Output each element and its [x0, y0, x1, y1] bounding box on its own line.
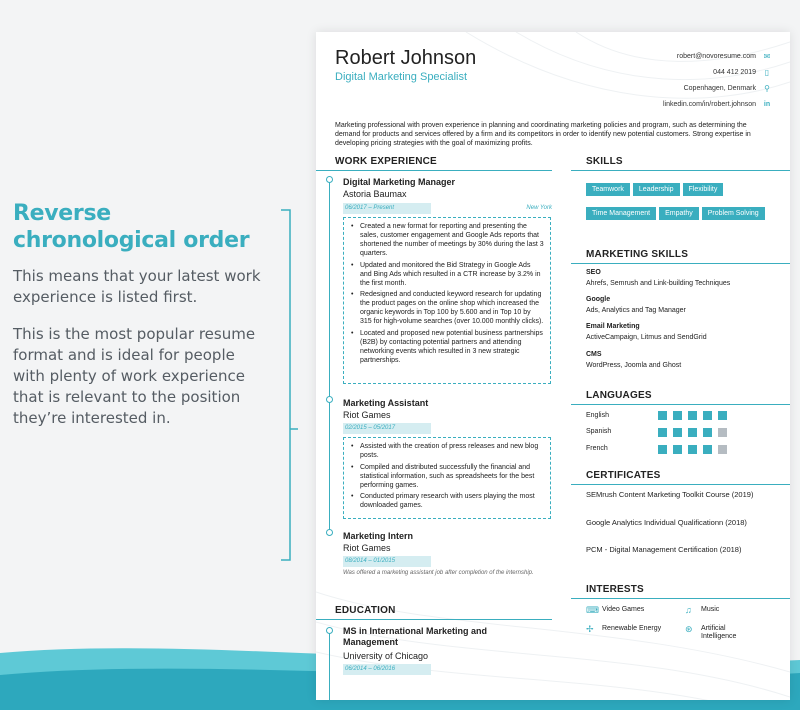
job-note: Was offered a marketing assistant job after completion of the internship.: [343, 570, 534, 576]
job-company: Riot Games: [343, 543, 391, 553]
wind-turbine-icon: ✢: [586, 624, 594, 634]
contact-location-text: Copenhagen, Denmark: [683, 85, 756, 92]
skills-tags: [586, 178, 776, 226]
skill-tag: Time Management: [586, 207, 656, 220]
language-level-square: [658, 411, 667, 420]
job-bullet: • Created a new format for reporting and presenting the sales, customer engagement and Google Ads reports that shortened the number of meetings by 30% during the last 3 quarters.: [350, 222, 544, 258]
location-icon: ⚲: [764, 84, 770, 93]
brain-icon: ⊛: [685, 624, 693, 634]
language-level-square: [718, 411, 727, 420]
language-level-square: [658, 428, 667, 437]
language-level-square: [688, 411, 697, 420]
language-level-square: [688, 445, 697, 454]
certificates-underline: [571, 484, 790, 485]
job-title: Marketing Intern: [343, 531, 414, 541]
job-bullet: • Located and proposed new potential business partnerships (B2B) by contacting potential partners and attending networking events which resulted in 3 new strategic partnerships.: [350, 329, 544, 365]
work-experience-title: WORK EXPERIENCE: [335, 156, 437, 167]
language-name: English: [586, 412, 609, 419]
mail-icon: ✉: [763, 52, 771, 61]
language-level-square: [673, 445, 682, 454]
contact-email-text: robert@novoresume.com: [676, 53, 756, 60]
certificates-title: CERTIFICATES: [586, 470, 661, 481]
skill-tag: Leadership: [633, 183, 680, 196]
language-level-square: [658, 445, 667, 454]
interest-label: Renewable Energy: [602, 625, 662, 632]
certificate-item: SEMrush Content Marketing Toolkit Course (2019): [586, 490, 754, 499]
job-bullets: [343, 437, 551, 519]
certificate-item: Google Analytics Individual Qualificationn (2018): [586, 518, 747, 527]
job-bullet: • Updated and monitored the Bid Strategy in Google Ads and Bing Ads which resulted in a CTR increase by 3.2% in the first month.: [350, 261, 544, 288]
explanation-paragraph-2: This is the most popular resume format and is ideal for people with plenty of work experience that is relevant to the position they’re interested in.: [13, 325, 256, 427]
job-date: 06/2017 – Present: [343, 203, 431, 214]
contact-linkedin: [663, 97, 772, 113]
music-icon: ♫: [685, 605, 692, 615]
skill-tag: Flexibility: [683, 183, 724, 196]
skills-underline: [571, 170, 790, 171]
job-bullet: • Conducted primary research with users playing the most downloaded games.: [350, 492, 544, 510]
marketing-skill-label: CMS: [586, 351, 602, 358]
skills-title: SKILLS: [586, 156, 623, 167]
contact-linkedin-text: linkedin.com/in/robert.johnson: [663, 101, 756, 108]
language-level-square: [688, 428, 697, 437]
language-name: Spanish: [586, 428, 612, 435]
education-degree: MS in International Marketing and Management: [343, 626, 488, 647]
job-title: Digital Marketing Manager: [343, 177, 456, 187]
interest-item: [586, 625, 661, 633]
language-level-square: [673, 411, 682, 420]
resume-role: Digital Marketing Specialist: [335, 71, 468, 83]
languages-underline: [571, 404, 790, 405]
timeline-dot: [326, 627, 333, 634]
linkedin-icon: in: [763, 101, 771, 108]
timeline-dot: [326, 396, 333, 403]
marketing-skill-label: Email Marketing: [586, 323, 640, 330]
explanation-paragraph-1: This means that your latest work experience is listed first.: [13, 267, 261, 306]
language-name: French: [586, 445, 608, 452]
job-date: 08/2014 – 01/2015: [343, 556, 431, 567]
language-level-square: [703, 411, 712, 420]
marketing-skills-underline: [571, 263, 790, 264]
explanation-title: Reverse chronological order: [13, 201, 250, 253]
certificate-item: PCM - Digital Management Certification (2018): [586, 545, 742, 554]
work-experience-underline: [316, 170, 552, 171]
interest-label: Video Games: [602, 606, 645, 613]
job-location: New York: [526, 205, 552, 211]
contact-phone-text: 044 412 2019: [713, 69, 756, 76]
gamepad-icon: ⌨: [586, 605, 599, 615]
job-bullet: • Assisted with the creation of press releases and new blog posts.: [350, 442, 544, 460]
job-company: Astoria Baumax: [343, 189, 407, 199]
marketing-skills-title: MARKETING SKILLS: [586, 249, 689, 260]
skill-tag: Problem Solving: [702, 207, 765, 220]
job-company: Riot Games: [343, 410, 391, 420]
languages-title: LANGUAGES: [586, 390, 652, 401]
timeline-line: [329, 182, 330, 532]
interest-item: [685, 606, 719, 614]
interest-label: Artificial Intelligence: [701, 625, 737, 640]
bracket-indicator: [280, 209, 298, 561]
skill-tag: Empathy: [659, 207, 699, 220]
job-bullets: [343, 217, 551, 384]
language-level-square: [673, 428, 682, 437]
language-level-square: [718, 445, 727, 454]
contact-list: [663, 49, 772, 113]
resume-name: Robert Johnson: [335, 47, 477, 69]
interests-underline: [571, 598, 790, 599]
interest-item: [685, 625, 765, 641]
language-level-square: [718, 428, 727, 437]
marketing-skill-value: Ads, Analytics and Tag Manager: [586, 307, 686, 314]
resume-sheet: [316, 32, 790, 700]
job-title: Marketing Assistant: [343, 398, 429, 408]
contact-location: [663, 81, 772, 97]
language-level-square: [703, 428, 712, 437]
marketing-skill-value: Ahrefs, Semrush and Link-building Techniques: [586, 280, 731, 287]
marketing-skill-label: SEO: [586, 269, 601, 276]
education-underline: [316, 619, 552, 620]
timeline-dot: [326, 176, 333, 183]
marketing-skill-value: ActiveCampaign, Litmus and SendGrid: [586, 334, 707, 341]
education-date: 06/2014 – 06/2016: [343, 664, 431, 675]
language-level-square: [703, 445, 712, 454]
timeline-line: [329, 632, 330, 700]
job-bullet: • Compiled and distributed successfully the financial and statistical information, such as spreadsheets for the best performing games.: [350, 463, 544, 490]
language-level: [658, 428, 727, 437]
language-level: [658, 411, 727, 420]
phone-icon: ▯: [764, 68, 770, 77]
resume-summary: Marketing professional with proven experience in planning and coordinating marketing policies and program, such as determining the demand for products and services offered by a firm and its competitors in order to identify new potential customers. Strong expertise in developing pricing strategies with the goal of maximizing profits.: [335, 122, 751, 147]
contact-email: [663, 49, 772, 65]
language-level: [658, 445, 727, 454]
interest-label: Music: [701, 606, 720, 613]
skill-tag: Teamwork: [586, 183, 630, 196]
interests-title: INTERESTS: [586, 584, 644, 595]
marketing-skill-value: WordPress, Joomla and Ghost: [586, 362, 682, 369]
job-bullet: • Redesigned and conducted keyword research for updating the product pages on the online shop which increased the organic keywords in Top 100 by 5.600 and in Top 10 by 315 for high-volume searches (over 10.000 monthly clicks).: [350, 290, 544, 326]
marketing-skill-label: Google: [586, 296, 611, 303]
contact-phone: [663, 65, 772, 81]
job-date: 02/2015 – 05/2017: [343, 423, 431, 434]
timeline-dot: [326, 529, 333, 536]
education-school: University of Chicago: [343, 651, 429, 661]
education-title: EDUCATION: [335, 605, 396, 616]
explanation-panel: [13, 200, 263, 429]
interest-item: [586, 606, 644, 614]
